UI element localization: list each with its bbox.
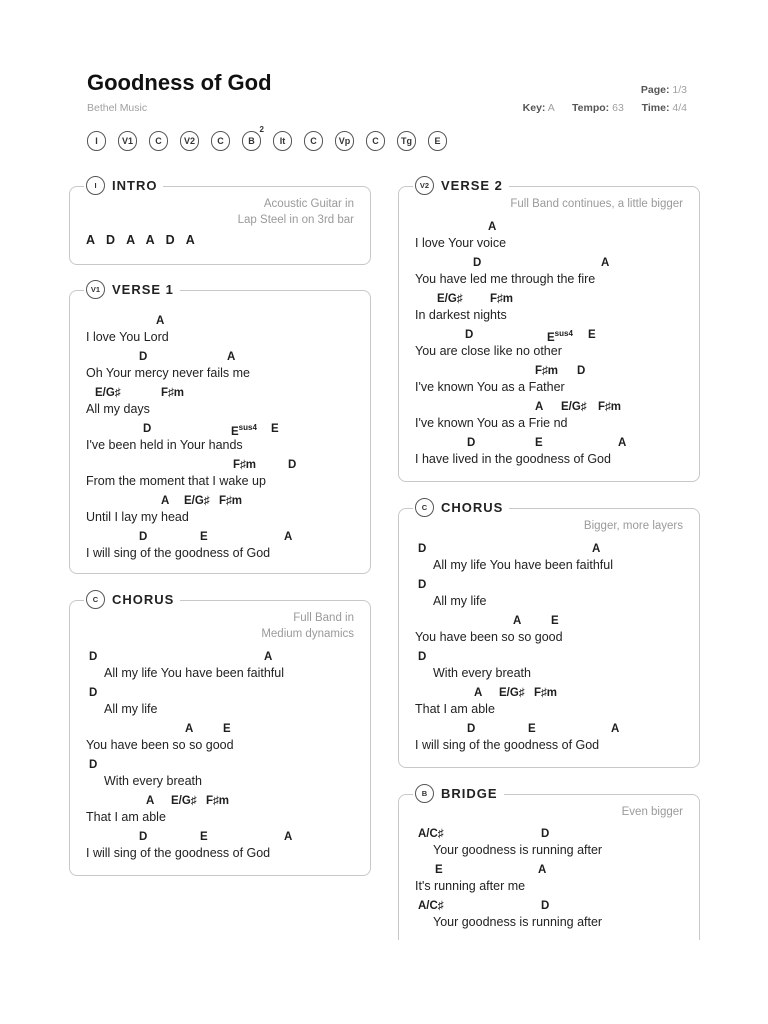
sequence-pill-label: Vp (338, 136, 351, 146)
chord: D (541, 900, 550, 912)
lyric-line (415, 651, 689, 687)
lyric-text: Oh Your mercy never fails me (86, 366, 250, 380)
lyric-text: With every breath (104, 774, 202, 788)
lyric-text: I've been held in Your hands (86, 438, 243, 452)
intro-chords: A D A A D A (86, 233, 199, 247)
lyric-line (86, 759, 360, 795)
lyric-text: All my life (104, 702, 158, 716)
section-title: INTRO (112, 178, 158, 193)
chord: A (161, 495, 170, 507)
section-verse-2 (398, 178, 700, 482)
chord: D (418, 651, 427, 663)
page-value: 1/3 (672, 84, 687, 96)
lyric-text: I will sing of the goodness of God (86, 846, 271, 860)
sequence-pill[interactable] (304, 131, 323, 151)
song-artist: Bethel Music (87, 102, 148, 114)
key-label: Key: (522, 102, 546, 114)
sequence-pill-label: C (155, 136, 162, 146)
section-header (413, 784, 504, 803)
section-header (84, 176, 163, 195)
section-title: VERSE 1 (112, 282, 174, 297)
lyric-line (86, 423, 360, 459)
lyric-text: I love Your voice (415, 236, 507, 250)
chord: $E^{sus4}$ (547, 329, 573, 344)
chord: E/G♯ (184, 495, 210, 507)
section-verse-1 (69, 282, 371, 574)
chord: E/G♯ (499, 687, 525, 699)
chord: D (467, 437, 476, 449)
sequence-pill[interactable] (149, 131, 168, 151)
lyric-text: From the moment that I wake up (86, 474, 266, 488)
lyric-line (415, 579, 689, 615)
sequence-pill[interactable] (180, 131, 199, 151)
chord: D (89, 651, 98, 663)
lyric-text: I've known You as a Frie nd (415, 416, 568, 430)
section-title: VERSE 2 (441, 178, 503, 193)
section-note: Full Band continues, a little bigger (510, 198, 683, 210)
lyric-line (86, 387, 360, 423)
lyric-line (86, 651, 360, 687)
section-bridge (398, 786, 700, 955)
lyric-line (86, 315, 360, 351)
chord: E (551, 615, 559, 627)
section-title: CHORUS (112, 592, 175, 607)
time-label: Time: (641, 102, 670, 114)
chord: A/C♯ (418, 900, 444, 912)
sequence-pill[interactable] (118, 131, 137, 151)
chord: A (611, 723, 620, 735)
chord: A (185, 723, 194, 735)
section-badge: I (86, 176, 105, 195)
chord: A (618, 437, 627, 449)
chord: A (538, 864, 547, 876)
lyric-text: I've known You as a Father (415, 380, 565, 394)
repeat-count: 2 (259, 125, 264, 134)
section-badge: C (415, 498, 434, 517)
section-header (84, 280, 180, 299)
arrangement-sequence (87, 125, 447, 151)
sequence-pill-label: E (434, 136, 441, 146)
song-meta (523, 102, 687, 114)
chord: A (601, 257, 610, 269)
chord: E (200, 831, 208, 843)
page-indicator (641, 84, 687, 96)
chord: $E^{sus4}$ (231, 423, 257, 438)
lyric-text: All my life You have been faithful (104, 666, 284, 680)
tempo-label: Tempo: (572, 102, 610, 114)
chord: E (271, 423, 279, 435)
chord: A (592, 543, 601, 555)
page-label: Page: (640, 84, 670, 96)
lyric-line (86, 351, 360, 387)
key-value: A (547, 102, 555, 114)
lyric-line (415, 437, 689, 473)
lyric-text: All my life You have been faithful (433, 558, 613, 572)
chord: D (541, 828, 550, 840)
lyric-line (86, 723, 360, 759)
lyric-text: You have led me through the fire (415, 272, 596, 286)
section-header (413, 498, 509, 517)
chord: A (488, 221, 497, 233)
lyric-text: All my life (433, 594, 487, 608)
chord: A (535, 401, 544, 413)
chord: A (474, 687, 483, 699)
sequence-pill-label: V2 (183, 136, 195, 146)
sequence-pill-label: C (310, 136, 317, 146)
song-title: Goodness of God (87, 70, 272, 95)
chord: D (89, 687, 98, 699)
section-note: Even bigger (621, 806, 683, 818)
chord: F♯m (535, 365, 558, 377)
chord: D (139, 531, 148, 543)
lyric-line (415, 365, 689, 401)
lyric-line (86, 495, 360, 531)
chord: D (139, 351, 148, 363)
section-badge: V2 (415, 176, 434, 195)
lyric-text: That I am able (415, 702, 495, 716)
chord: E (435, 864, 443, 876)
tempo-value: 63 (612, 102, 624, 114)
chord: D (143, 423, 152, 435)
sequence-pill-label: C (372, 136, 379, 146)
lyric-text: You have been so so good (86, 738, 234, 752)
lyric-text: It's running after me (415, 879, 526, 893)
lyric-line (86, 795, 360, 831)
chord: A (227, 351, 236, 363)
lyric-line (415, 401, 689, 437)
sequence-pill[interactable] (211, 131, 230, 151)
section-intro (69, 178, 371, 265)
chord: D (89, 759, 98, 771)
lyric-text: I will sing of the goodness of God (415, 738, 600, 752)
chord: F♯m (206, 795, 229, 807)
lyric-text: I have lived in the goodness of God (415, 452, 611, 466)
lyric-line (86, 531, 360, 567)
sequence-pill[interactable] (335, 131, 354, 151)
lyric-text: I will sing of the goodness of God (86, 546, 271, 560)
chord: A (264, 651, 273, 663)
lyric-text: Your goodness is running after (433, 843, 603, 857)
chord: D (418, 579, 427, 591)
sequence-pill[interactable] (397, 131, 416, 151)
lyric-text: With every breath (433, 666, 531, 680)
chord: A (146, 795, 155, 807)
lyric-line (415, 687, 689, 723)
chord: F♯m (490, 293, 513, 305)
lyric-text: You are close like no other (415, 344, 562, 358)
lyric-text: All my days (86, 402, 150, 416)
lyric-line (415, 828, 689, 864)
section-header (84, 590, 180, 609)
chord: D (288, 459, 297, 471)
section-badge: C (86, 590, 105, 609)
chord: E/G♯ (171, 795, 197, 807)
lyric-text: I love You Lord (86, 330, 169, 344)
lyric-line (415, 543, 689, 579)
lyric-line (86, 459, 360, 495)
section-header (413, 176, 509, 195)
lyric-line (86, 687, 360, 723)
section-note: Full Band in Medium dynamics (261, 612, 354, 640)
lyric-text: That I am able (86, 810, 166, 824)
section-badge: V1 (86, 280, 105, 299)
chord: D (139, 831, 148, 843)
chord: A (156, 315, 165, 327)
lyric-line (415, 723, 689, 759)
chord: D (467, 723, 476, 735)
chord: D (473, 257, 482, 269)
chord: E (535, 437, 543, 449)
chord: E/G♯ (437, 293, 463, 305)
section-title: BRIDGE (441, 786, 498, 801)
chord: E (200, 531, 208, 543)
chord: F♯m (598, 401, 621, 413)
section-badge: B (415, 784, 434, 803)
time-value: 4/4 (672, 102, 687, 114)
chord: E (528, 723, 536, 735)
chord: D (577, 365, 586, 377)
sequence-pill[interactable] (428, 131, 447, 151)
sequence-pill-label: C (217, 136, 224, 146)
sequence-pill[interactable] (273, 131, 292, 151)
section-chorus-2 (398, 500, 700, 768)
lyric-line (415, 864, 689, 900)
lyric-text: You have been so so good (415, 630, 563, 644)
chord: D (465, 329, 474, 341)
chord: A (513, 615, 522, 627)
section-note: Acoustic Guitar in Lap Steel in on 3rd bar (237, 198, 354, 226)
sequence-pill-label: B (248, 136, 255, 146)
lyric-line (415, 257, 689, 293)
lyric-text: In darkest nights (415, 308, 507, 322)
chord: A/C♯ (418, 828, 444, 840)
lyric-line (415, 293, 689, 329)
chord: F♯m (233, 459, 256, 471)
section-title: CHORUS (441, 500, 504, 515)
chord: E (223, 723, 231, 735)
chord: A (284, 531, 293, 543)
section-chorus-1 (69, 592, 371, 876)
lyric-line (415, 329, 689, 365)
lyric-text: Until I lay my head (86, 510, 189, 524)
lyric-text: Your goodness is running after (433, 915, 603, 929)
chord: A (284, 831, 293, 843)
sequence-pill-label: I (95, 136, 98, 146)
sequence-pill-label: Tg (401, 136, 412, 146)
chord: E (588, 329, 596, 341)
page-cutoff-mask (390, 940, 710, 1024)
sequence-pill-label: V1 (121, 136, 133, 146)
section-note: Bigger, more layers (583, 520, 683, 532)
sequence-pill[interactable] (366, 131, 385, 151)
chord: F♯m (219, 495, 242, 507)
lyric-line (415, 615, 689, 651)
lyric-line (86, 831, 360, 867)
sequence-pill[interactable] (87, 131, 106, 151)
sequence-pill[interactable] (242, 125, 264, 151)
lyric-line (415, 221, 689, 257)
sequence-pill-label: It (279, 136, 286, 146)
chord: F♯m (161, 387, 184, 399)
chord: E/G♯ (95, 387, 121, 399)
chord: E/G♯ (561, 401, 587, 413)
lyric-line (415, 900, 689, 936)
chord: F♯m (534, 687, 557, 699)
chord: D (418, 543, 427, 555)
